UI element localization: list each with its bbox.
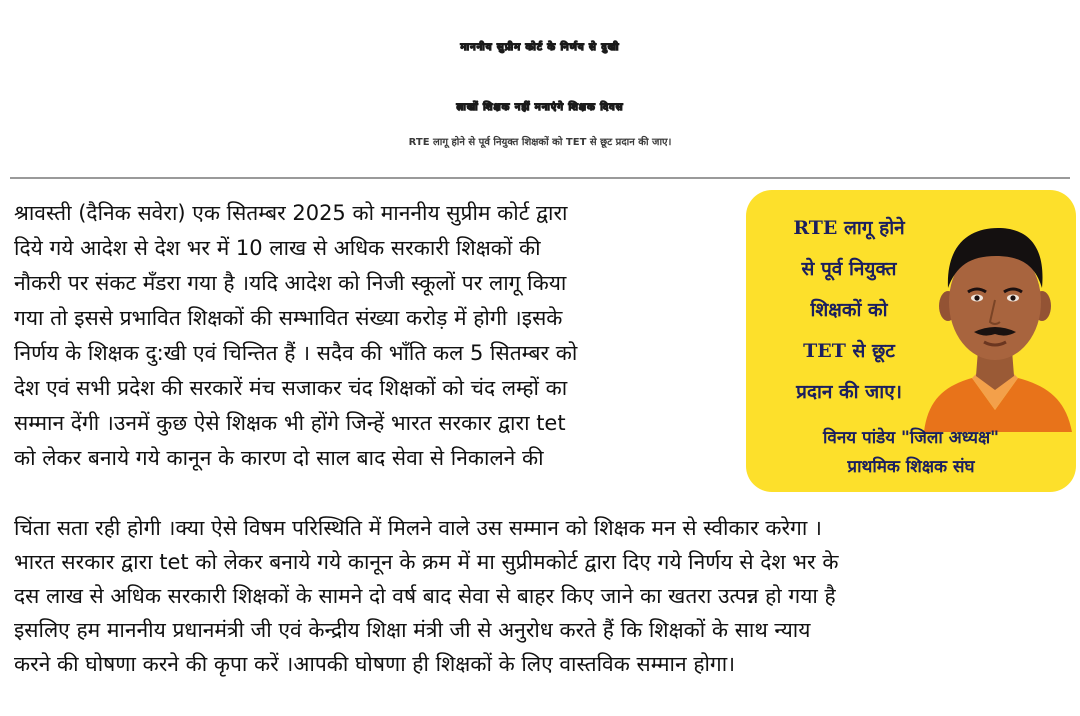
article-full-width-text	[14, 511, 1070, 681]
article-line: निर्णय के शिक्षक दु:खी एवं चिन्तित हैं । सदैव की भाँति कल 5 सितम्बर को	[14, 341, 578, 365]
card-quote-line: RTE लागू होने	[793, 217, 905, 239]
article-line: करने की घोषणा करने की कृपा करें ।आपकी घोषणा ही शिक्षकों के लिए वास्तविक सम्मान होगा।	[14, 652, 736, 676]
card-quote-line: शिक्षकों को	[810, 299, 888, 321]
article-line: दिये गये आदेश से देश भर में 10 लाख से अधिक सरकारी शिक्षकों की	[14, 236, 541, 260]
divider	[10, 177, 1070, 179]
quote-card	[746, 190, 1076, 492]
headline-line-1: माननीय सुप्रीम कोर्ट के निर्णय से दुखी	[460, 42, 620, 53]
person-name-title: विनय पांडेय "जिला अध्यक्ष"	[822, 428, 999, 448]
card-quote	[764, 208, 934, 413]
card-quote-line: TET से छूट	[803, 340, 895, 362]
organization-name: प्राथमिक शिक्षक संघ	[847, 457, 975, 477]
headline-line-2: लाखों शिक्षक नहीं मनाएंगे शिक्षक दिवस	[456, 102, 624, 113]
article-line: नौकरी पर संकट मँडरा गया है ।यदि आदेश को निजी स्कूलों पर लागू किया	[14, 271, 567, 295]
card-signature	[746, 424, 1076, 482]
article-line: भारत सरकार द्वारा tet को लेकर बनाये गये कानून के क्रम में मा सुप्रीमकोर्ट द्वारा दिए गये निर्णय से देश भर के	[14, 550, 839, 574]
article-line: को लेकर बनाये गये कानून के कारण दो साल बाद सेवा से निकालने की	[14, 446, 544, 470]
card-quote-line: से पूर्व नियुक्त	[801, 258, 897, 280]
article-column-text	[14, 196, 726, 476]
article-line: गया तो इससे प्रभावित शिक्षकों की सम्भावित संख्या करोड़ में होगी ।इसके	[14, 306, 563, 330]
article-line: इसलिए हम माननीय प्रधानमंत्री जी एवं केन्द्रीय शिक्षा मंत्री जी से अनुरोध करते हैं कि शिक्षकों के साथ न्याय	[14, 618, 811, 642]
article-line: दस लाख से अधिक सरकारी शिक्षकों के सामने दो वर्ष बाद सेवा से बाहर किए जाने का खतरा उत्पन्न हो गया है	[14, 584, 836, 608]
portrait-photo	[914, 210, 1076, 432]
subheadline: RTE लागू होने से पूर्व नियुक्त शिक्षकों को TET से छूट प्रदान की जाए।	[408, 137, 672, 148]
article-line: देश एवं सभी प्रदेश की सरकारें मंच सजाकर चंद शिक्षकों को चंद लम्हों का	[14, 376, 568, 400]
article-line: श्रावस्ती (दैनिक सवेरा) एक सितम्बर 2025 को माननीय सुप्रीम कोर्ट द्वारा	[14, 201, 568, 225]
card-quote-line: प्रदान की जाए।	[796, 381, 902, 403]
article-line: चिंता सता रही होगी ।क्या ऐसे विषम परिस्थिति में मिलने वाले उस सम्मान को शिक्षक मन से स्वीकार करेगा ।	[14, 516, 822, 540]
article-line: सम्मान देंगी ।उनमें कुछ ऐसे शिक्षक भी होंगे जिन्हें भारत सरकार द्वारा tet	[14, 411, 566, 435]
